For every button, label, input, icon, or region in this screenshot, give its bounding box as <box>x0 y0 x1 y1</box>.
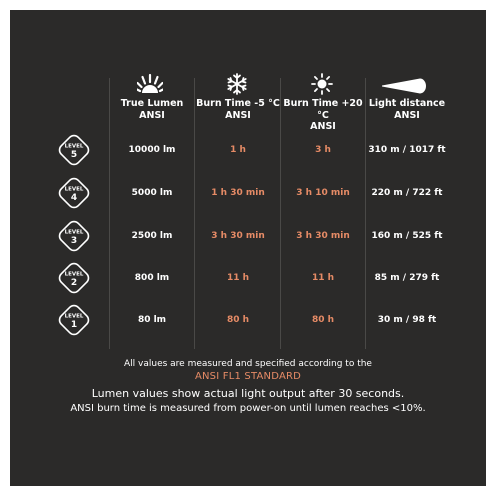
burn-time-note: ANSI burn time is measured from power-on until lumen reaches <10%. <box>70 403 426 414</box>
burn-time-warm: 80 h <box>311 315 335 325</box>
lumen-value: 10000 lm <box>128 145 176 155</box>
burn-time-cold: 11 h <box>226 273 250 283</box>
header-burn-time-warm: Burn Time +20 °C ANSI <box>283 98 363 132</box>
svg-text:3: 3 <box>70 236 78 246</box>
svg-text:1: 1 <box>70 320 78 330</box>
measurement-note: All values are measured and specified according to the <box>124 359 372 369</box>
level-badge-3 <box>57 219 91 253</box>
level-badge-4 <box>57 176 91 210</box>
light-distance: 220 m / 722 ft <box>371 188 443 198</box>
light-distance: 310 m / 1017 ft <box>368 145 446 155</box>
burn-time-cold: 80 h <box>226 315 250 325</box>
header-true-lumen: True Lumen ANSI <box>120 98 184 121</box>
header-light-distance: Light distance ANSI <box>368 98 446 121</box>
burn-time-cold: 3 h 30 min <box>211 231 265 241</box>
level-badge-2 <box>57 261 91 295</box>
burn-time-warm: 3 h 10 min <box>296 188 350 198</box>
header-burn-time-cold: Burn Time -5 °C ANSI <box>196 98 280 121</box>
light-distance: 160 m / 525 ft <box>371 231 443 241</box>
level-badge-5 <box>57 133 91 167</box>
burn-time-warm: 3 h <box>315 145 331 155</box>
lumen-value: 80 lm <box>137 315 167 325</box>
snowflake-icon <box>226 73 248 95</box>
svg-text:2: 2 <box>70 278 78 288</box>
burn-time-cold: 1 h 30 min <box>211 188 265 198</box>
svg-text:LEVEL: LEVEL <box>64 143 84 150</box>
lumen-note: Lumen values show actual light output after 30 seconds. <box>91 387 405 400</box>
svg-text:LEVEL: LEVEL <box>64 313 84 320</box>
svg-text:LEVEL: LEVEL <box>64 229 84 236</box>
light-beam-icon <box>380 77 432 95</box>
lumen-value: 2500 lm <box>131 231 173 241</box>
burn-time-cold: 1 h <box>230 145 246 155</box>
sunburst-icon <box>137 73 163 95</box>
level-badge-1 <box>57 303 91 337</box>
svg-text:4: 4 <box>70 193 78 203</box>
sun-icon <box>311 73 333 95</box>
svg-text:LEVEL: LEVEL <box>64 186 84 193</box>
burn-time-warm: 11 h <box>311 273 335 283</box>
lumen-value: 800 lm <box>134 273 170 283</box>
lumen-value: 5000 lm <box>131 188 173 198</box>
ansi-standard-label: ANSI FL1 STANDARD <box>194 371 302 382</box>
svg-text:LEVEL: LEVEL <box>64 271 84 278</box>
light-distance: 30 m / 98 ft <box>377 315 437 325</box>
light-distance: 85 m / 279 ft <box>374 273 440 283</box>
burn-time-warm: 3 h 30 min <box>296 231 350 241</box>
svg-text:5: 5 <box>70 150 78 160</box>
